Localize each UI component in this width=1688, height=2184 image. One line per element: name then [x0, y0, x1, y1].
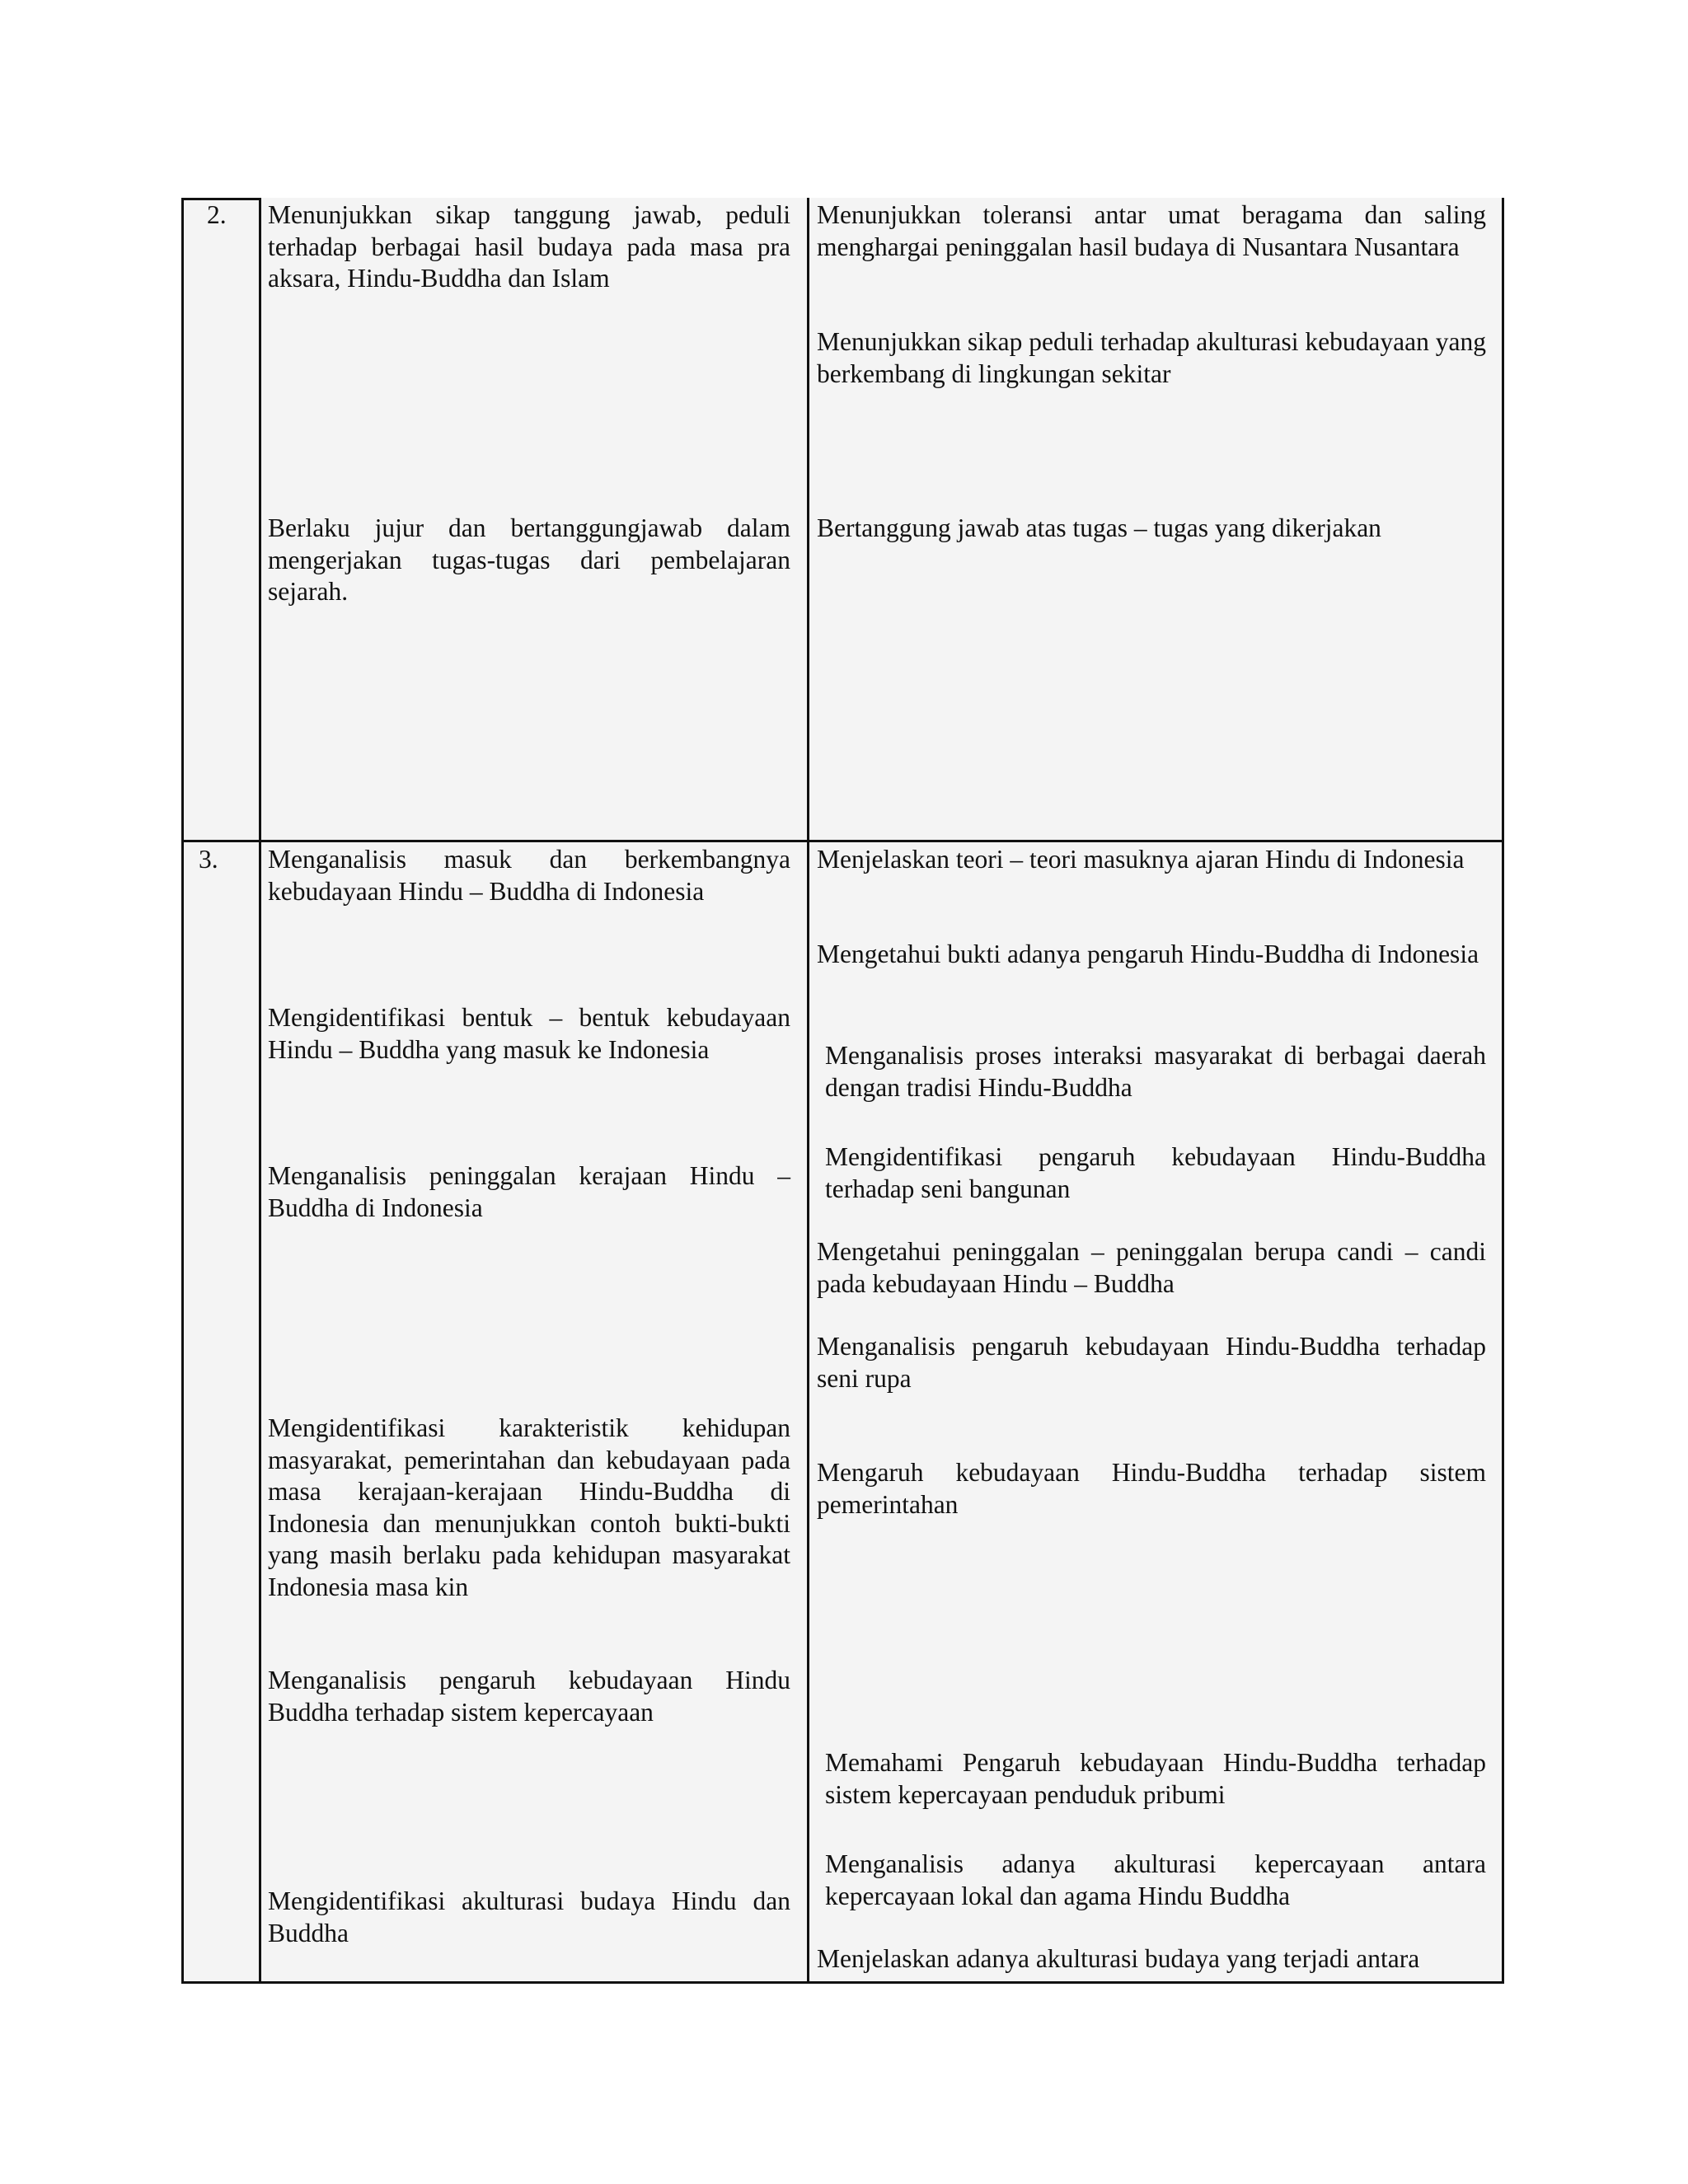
competency-text: Menganalisis peninggalan kerajaan Hindu – Buddha di Indonesia — [268, 1161, 790, 1222]
indicator-text: Menganalisis proses interaksi masyarakat di berbagai daerah dengan tradisi Hindu-Buddha — [825, 1041, 1486, 1102]
competency-text: Menganalisis pengaruh kebudayaan Hindu Buddha terhadap sistem kepercayaan — [268, 1666, 790, 1727]
indicator-text: Bertanggung jawab atas tugas – tugas yang dikerjakan — [817, 513, 1381, 542]
indicator-text: Mengaruh kebudayaan Hindu-Buddha terhadap sistem pemerintahan — [817, 1458, 1486, 1519]
row-number: 2. — [207, 200, 227, 229]
table-row — [181, 198, 1504, 842]
competency-text: Menganalisis masuk dan berkembangnya kebudayaan Hindu – Buddha di Indonesia — [268, 845, 790, 906]
indicator-text: Memahami Pengaruh kebudayaan Hindu-Buddha terhadap sistem kepercayaan penduduk pribumi — [825, 1748, 1486, 1809]
column-divider — [807, 198, 809, 840]
indicator-text: Mengetahui peninggalan – peninggalan berupa candi – candi pada kebudayaan Hindu – Buddha — [817, 1237, 1486, 1298]
competency-text: Menunjukkan sikap tanggung jawab, peduli terhadap berbagai hasil budaya pada masa pra aksara, Hindu-Buddha dan Islam — [268, 200, 790, 293]
competency-text: Mengidentifikasi bentuk – bentuk kebudayaan Hindu – Buddha yang masuk ke Indonesia — [268, 1003, 790, 1064]
indicator-text: Menjelaskan teori – teori masuknya ajaran Hindu di Indonesia — [817, 845, 1465, 874]
row-number: 3. — [199, 845, 218, 874]
indicator-text: Menunjukkan sikap peduli terhadap akulturasi kebudayaan yang berkembang di lingkungan sekitar — [817, 327, 1486, 388]
indicator-text: Menganalisis pengaruh kebudayaan Hindu-Buddha terhadap seni rupa — [817, 1332, 1486, 1393]
indicator-text: Mengetahui bukti adanya pengaruh Hindu-Buddha di Indonesia — [817, 940, 1479, 968]
competency-text: Mengidentifikasi akulturasi budaya Hindu dan Buddha — [268, 1886, 790, 1947]
indicator-text: Menjelaskan adanya akulturasi budaya yang terjadi antara — [817, 1944, 1420, 1973]
column-divider — [807, 842, 809, 1981]
column-divider — [259, 842, 261, 1981]
indicator-text: Menganalisis adanya akulturasi kepercayaan antara kepercayaan lokal dan agama Hindu Buddha — [825, 1849, 1486, 1910]
column-divider — [259, 198, 261, 840]
indicator-text: Mengidentifikasi pengaruh kebudayaan Hindu-Buddha terhadap seni bangunan — [825, 1142, 1486, 1203]
indicator-text: Menunjukkan toleransi antar umat beragama dan saling menghargai peninggalan hasil budaya di Nusantara Nusantara — [817, 200, 1486, 261]
table-row — [181, 840, 1504, 1984]
competency-text: Berlaku jujur dan bertanggungjawab dalam mengerjakan tugas-tugas dari pembelajaran sejarah. — [268, 513, 790, 606]
competency-text: Mengidentifikasi karakteristik kehidupan masyarakat, pemerintahan dan kebudayaan pada masa kerajaan-kerajaan Hindu-Buddha di Indonesia dan menunjukkan contoh bukti-bukti yang masih berlaku pada kehidupan masyarakat Indonesia masa kin — [268, 1413, 790, 1601]
